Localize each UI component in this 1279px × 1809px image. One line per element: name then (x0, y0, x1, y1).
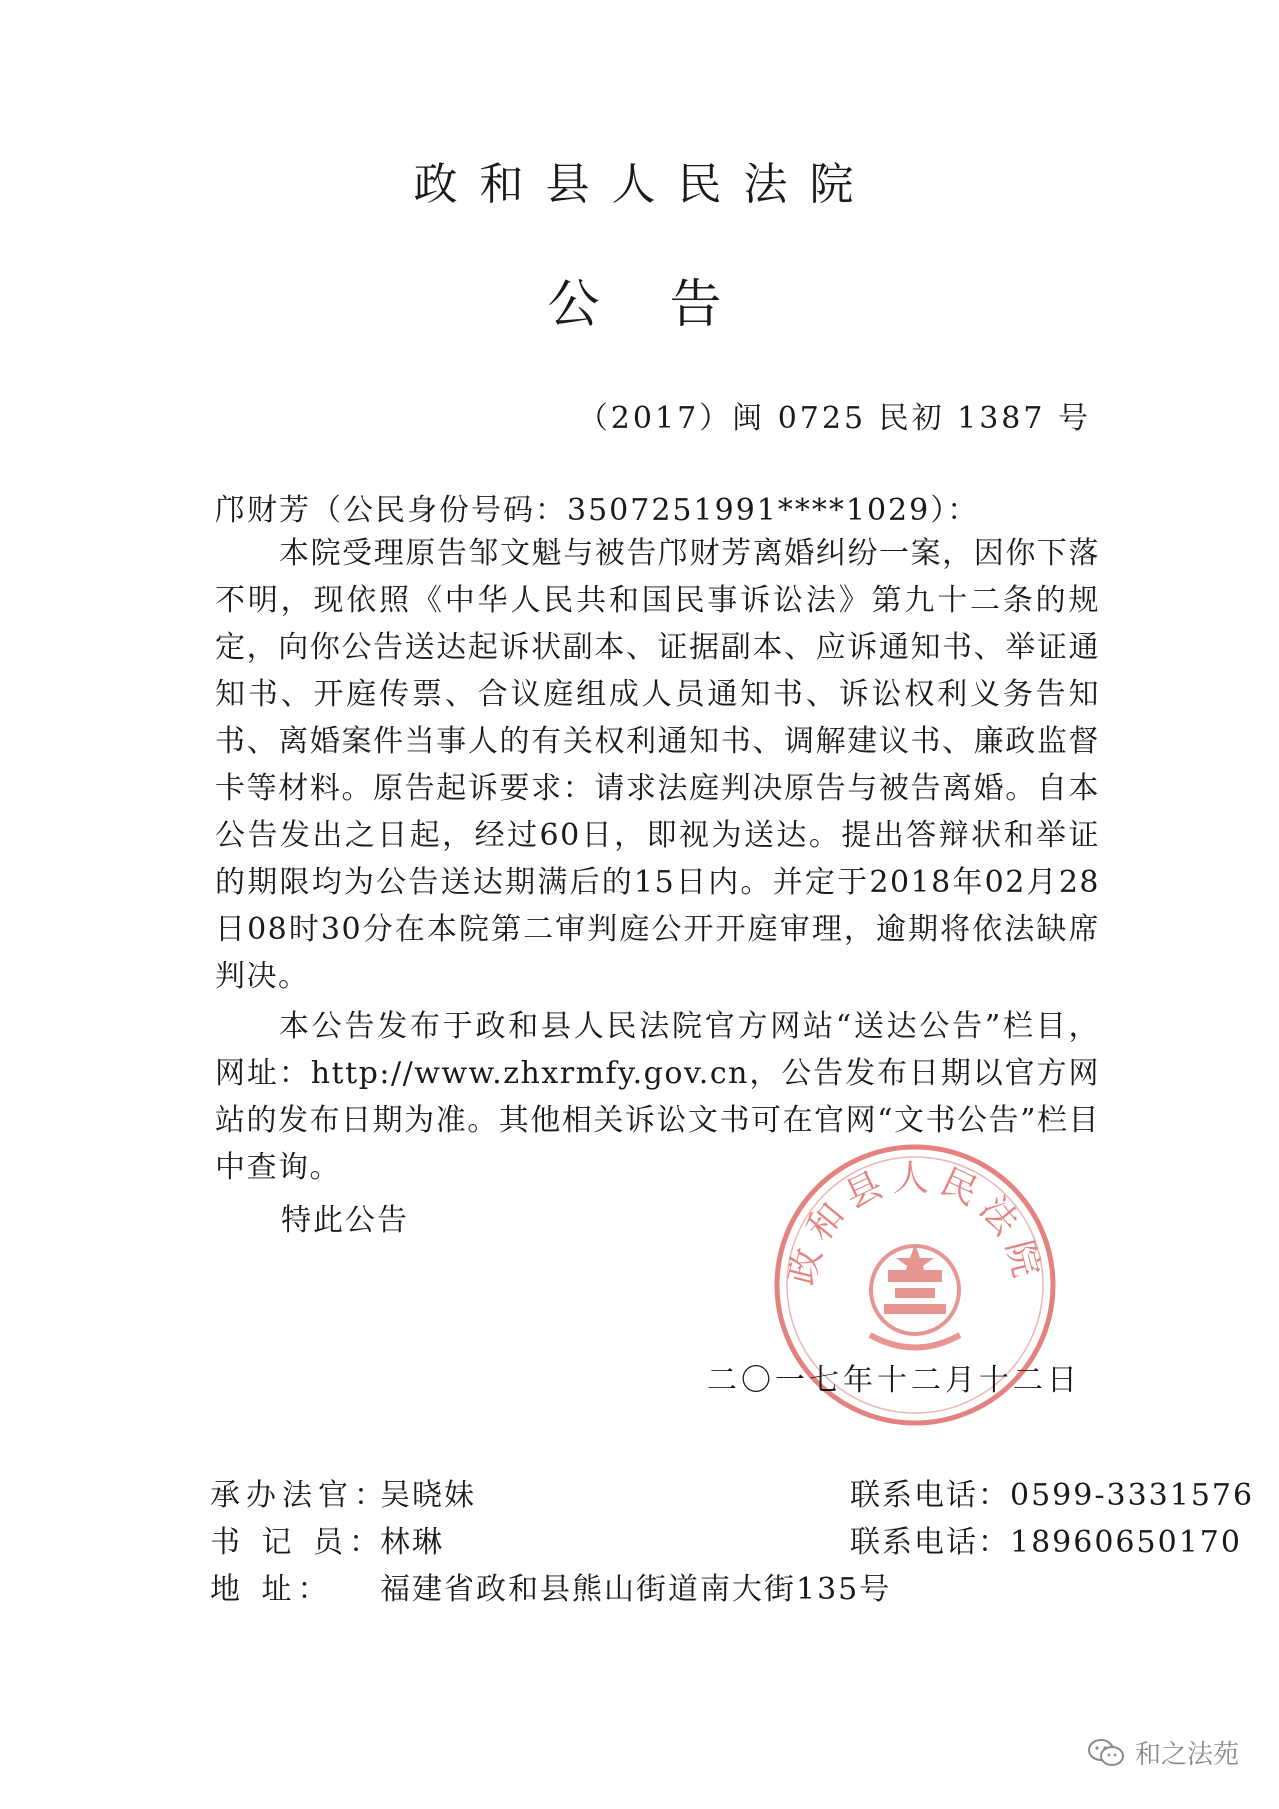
address-label: 地 址： (210, 1572, 334, 1607)
clerk-name: 林琳 (380, 1525, 444, 1560)
clerk-label: 书 记 员： (210, 1525, 386, 1560)
judge-phone-label: 联系电话： (850, 1478, 1010, 1513)
wechat-icon (1087, 1738, 1125, 1768)
judge-label: 承办法官： (210, 1478, 390, 1513)
judge-name: 吴晓妹 (380, 1478, 476, 1513)
body-paragraph-2: 本公告发布于政和县人民法院官方网站“送达公告”栏目，网址：http://www.zhxrmfy.gov.cn，公告发布日期以官方网站的发布日期为准。其他相关诉讼文书可在官网“文书公告”栏目中查询。 (215, 1009, 1100, 1185)
case-number: （2017）闽 0725 民初 1387 号 (577, 401, 1091, 436)
notice-title: 公告 (547, 275, 792, 335)
issue-date: 二〇一七年十二月十二日 (707, 1363, 1081, 1398)
clerk-phone-label: 联系电话： (850, 1525, 1010, 1560)
address-row (210, 1564, 891, 1608)
clerk-contact-row (210, 1517, 1242, 1561)
closing-phrase: 特此公告 (281, 1203, 409, 1238)
judge-phone-group (850, 1470, 1254, 1514)
watermark-text: 和之法苑 (1134, 1740, 1239, 1770)
judge-phone: 0599-3331576 (1010, 1478, 1255, 1513)
seal-text: 政和县人民法院 (781, 1158, 1049, 1290)
clerk-phone-group (850, 1517, 1242, 1561)
body-paragraph-1: 本院受理原告邹文魁与被告邝财芳离婚纠纷一案，因你下落不明，现依照《中华人民共和国民事诉讼法》第九十二条的规定，向你公告送达起诉状副本、证据副本、应诉通知书、举证通知书、开庭传票、合议庭组成人员通知书、诉讼权利义务告知书、离婚案件当事人的有关权利通知书、调解建议书、廉政监督卡等材料。原告起诉要求：请求法庭判决原告与被告离婚。自本公告发出之日起，经过60日，即视为送达。提出答辩状和举证的期限均为公告送达期满后的15日内。并定于2018年02月28日08时30分在本院第二审判庭公开开庭审理，逾期将依法缺席判决。 (215, 536, 1100, 994)
court-name: 政和县人民法院 (413, 159, 876, 210)
clerk-phone: 18960650170 (1010, 1525, 1242, 1560)
judge-contact-row (210, 1470, 1255, 1514)
watermark (1087, 1734, 1239, 1771)
addressee: 邝财芳（公民身份号码：3507251991****1029）： (215, 493, 980, 528)
court-address: 福建省政和县熊山街道南大街135号 (380, 1572, 892, 1607)
